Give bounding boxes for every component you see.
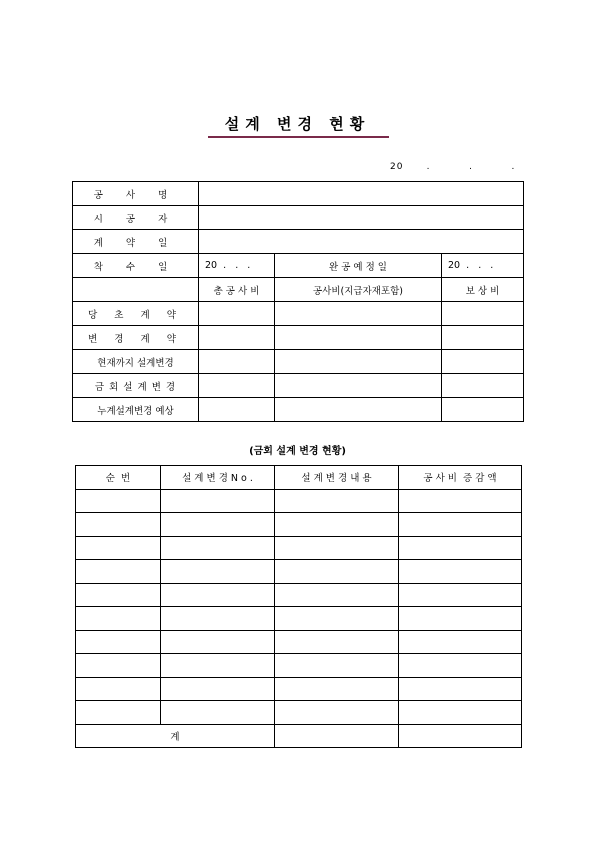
cell[interactable] [399,701,522,725]
row-label-initial-contract: 당 초 계 약 [73,302,199,326]
table-row [76,583,522,607]
table-row [73,254,524,278]
cell[interactable] [442,398,524,422]
table-row [76,701,522,725]
cell[interactable] [275,724,399,748]
detail-table [75,465,522,748]
cell[interactable] [161,677,275,701]
completion-date-value[interactable]: 20 . . . [442,254,524,278]
cell[interactable] [399,513,522,537]
title-underline [208,136,389,138]
table-row [76,654,522,678]
row-label-start-date: 착 수 일 [73,254,199,278]
cell[interactable] [161,654,275,678]
row-label-contract-date: 계 약 일 [73,230,199,254]
current-change-section-title: (금회 설계 변경 현황) [249,446,346,457]
cell[interactable] [76,560,161,584]
contract-date-value[interactable] [199,230,524,254]
cell[interactable] [442,350,524,374]
cell[interactable] [161,489,275,513]
table-row [73,230,524,254]
cell[interactable] [161,630,275,654]
table-row [73,398,524,422]
cell[interactable] [76,513,161,537]
cell[interactable] [275,302,442,326]
cell[interactable] [275,350,442,374]
completion-date-label: 완 공 예 정 일 [275,254,442,278]
cell[interactable] [161,701,275,725]
cell[interactable] [161,560,275,584]
cell[interactable] [275,677,399,701]
cell[interactable] [275,560,399,584]
cell[interactable] [399,630,522,654]
table-row [76,513,522,537]
cell[interactable] [76,630,161,654]
cell[interactable] [161,583,275,607]
date-line: 20 . . . [390,162,516,172]
table-row [76,677,522,701]
cell[interactable] [275,326,442,350]
cell[interactable] [399,536,522,560]
cell[interactable] [76,583,161,607]
cell[interactable] [161,513,275,537]
cell[interactable] [399,724,522,748]
cell[interactable] [275,513,399,537]
cell[interactable] [399,583,522,607]
cell[interactable] [76,677,161,701]
cell[interactable] [399,489,522,513]
cell[interactable] [275,536,399,560]
total-label: 계 [76,724,275,748]
cell[interactable] [442,326,524,350]
row-label-cumulative-expected: 누계설계변경 예상 [73,398,199,422]
header-change-content: 설 계 변 경 내 용 [275,466,399,490]
table-row [76,560,522,584]
row-label-current-change: 금 회 설 계 변 경 [73,374,199,398]
cell[interactable] [199,398,275,422]
cell[interactable] [199,302,275,326]
cell[interactable] [275,489,399,513]
row-label-contractor: 시 공 자 [73,206,199,230]
header-compensation-cost: 보 상 비 [442,278,524,302]
cell[interactable] [275,398,442,422]
table-row [76,489,522,513]
table-row [73,206,524,230]
contractor-value[interactable] [199,206,524,230]
table-row [73,182,524,206]
table-row [76,607,522,631]
cell[interactable] [199,326,275,350]
cell[interactable] [442,302,524,326]
document-title: 설계 변경 현황 [224,115,371,133]
table-row [73,374,524,398]
cell[interactable] [399,677,522,701]
cell[interactable] [76,607,161,631]
summary-table [72,181,524,422]
header-total-cost: 총 공 사 비 [199,278,275,302]
start-date-value[interactable]: 20 . . . [199,254,275,278]
cell[interactable] [275,607,399,631]
cell[interactable] [399,607,522,631]
header-construction-cost: 공사비(지급자재포함) [275,278,442,302]
project-name-value[interactable] [199,182,524,206]
header-blank [73,278,199,302]
table-header-row [76,466,522,490]
total-row [76,724,522,748]
table-row [73,302,524,326]
cell[interactable] [442,374,524,398]
cell[interactable] [275,701,399,725]
row-label-project-name: 공 사 명 [73,182,199,206]
cell[interactable] [199,374,275,398]
table-row [73,278,524,302]
table-row [76,536,522,560]
cell[interactable] [76,654,161,678]
table-row [76,630,522,654]
table-row [73,350,524,374]
cell[interactable] [161,536,275,560]
cell[interactable] [161,607,275,631]
cell[interactable] [275,654,399,678]
header-change-no: 설 계 변 경 N o . [161,466,275,490]
row-label-changed-contract: 변 경 계 약 [73,326,199,350]
row-label-changes-to-date: 현재까지 설계변경 [73,350,199,374]
cell[interactable] [76,701,161,725]
cell[interactable] [275,583,399,607]
table-row [73,326,524,350]
cell[interactable] [76,489,161,513]
header-seq-no: 순 번 [76,466,161,490]
cell[interactable] [399,654,522,678]
header-cost-delta: 공 사 비 증 감 액 [399,466,522,490]
cell[interactable] [399,560,522,584]
cell[interactable] [275,630,399,654]
cell[interactable] [275,374,442,398]
cell[interactable] [76,536,161,560]
cell[interactable] [199,350,275,374]
